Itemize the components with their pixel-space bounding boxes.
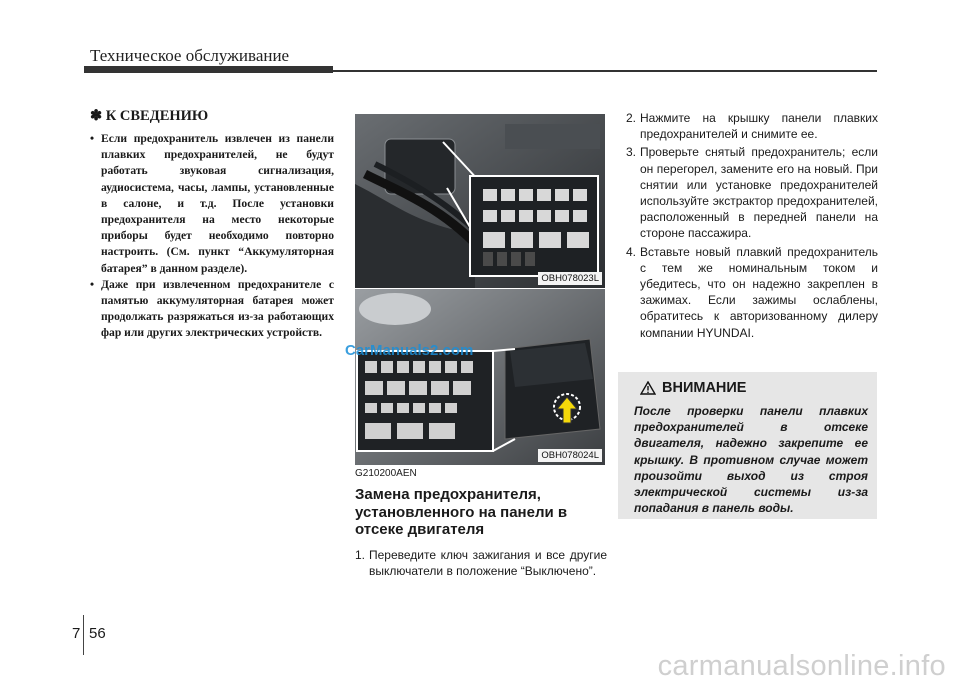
- step-item: [626, 144, 878, 241]
- figure-code: OBH078023L: [538, 272, 602, 285]
- chapter-number: 7: [72, 625, 81, 642]
- page-header-title: Техническое обслуживание: [90, 46, 290, 65]
- engine-fuse-box-photo: [355, 114, 605, 288]
- step-text: Нажмите на крышку панели плавких предохранителей и снимите ее.: [640, 111, 878, 142]
- note-column: [90, 108, 334, 342]
- caution-header: [640, 380, 746, 396]
- procedure-column: [355, 468, 607, 581]
- section-code: G210200AEN: [355, 468, 417, 479]
- step-item: [626, 244, 878, 341]
- section-title: Замена предохранителя, установленного на панели в отсеке двигателя: [355, 486, 568, 538]
- step-item: [626, 110, 878, 142]
- header-rule: [333, 70, 877, 72]
- step-number: 3.: [626, 145, 637, 160]
- step-number: 1.: [355, 547, 366, 562]
- step-text: Вставьте новый плавкий предохранитель с тем же номинальным током и убедитесь, что он надежно закреплен в зажимах. Если зажимы ослаблены, обратитесь к авторизованному дилеру компании HYUNDAI.: [640, 244, 878, 340]
- page-number: 56: [89, 625, 106, 642]
- note-heading: ✽ К СВЕДЕНИЮ: [90, 108, 209, 124]
- header-bar: [84, 66, 333, 73]
- steps-list: [626, 110, 878, 341]
- footer-divider: [83, 615, 84, 655]
- caution-title: ВНИМАНИЕ: [662, 380, 747, 396]
- site-watermark: carmanualsonline.info: [657, 650, 946, 682]
- steps-list: [355, 547, 607, 579]
- figure-code: OBH078024L: [538, 449, 602, 462]
- note-item: • Даже при извлеченном предохранителе с памятью аккумуляторная батарея может продолжать разряжаться из-за работающих фар или других электрических устройств.: [90, 277, 334, 342]
- step-text: Проверьте снятый предохранитель; если он перегорел, замените его на новый. При снятии или установке предохранителей используйте экстрактор предохранителей, расположенный в передней панели на стороне пассажира.: [640, 145, 878, 241]
- note-list: [90, 131, 334, 342]
- step-text: Переведите ключ зажигания и все другие выключатели в положение “Выключено”.: [369, 547, 607, 578]
- watermark: CarManuals2.com: [345, 342, 474, 359]
- procedure-column-continued: [626, 110, 878, 343]
- step-number: 4.: [626, 244, 637, 259]
- step-item: [355, 547, 607, 579]
- caution-text: После проверки панели плавких предохранителей в отсеке двигателя, надежно закрепите ее крышку. В противном случае может произойти выход из строя электрической системы из-за попадания в панель воды.: [634, 404, 868, 516]
- step-number: 2.: [626, 111, 637, 125]
- note-item: • Если предохранитель извлечен из панели плавких предохранителей, не будут работать звуковая сигнализация, аудиосистема, часы, лампы, установленные в салоне, и т.д. После установки предохранителя на место некоторые приборы будет необходимо повторно настроить. (См. пункт “Аккумуляторная батарея” в данном разделе).: [90, 131, 334, 277]
- warning-triangle-icon: [640, 381, 656, 395]
- fuse-box-cover-photo: [355, 289, 605, 465]
- caution-box: [618, 372, 877, 519]
